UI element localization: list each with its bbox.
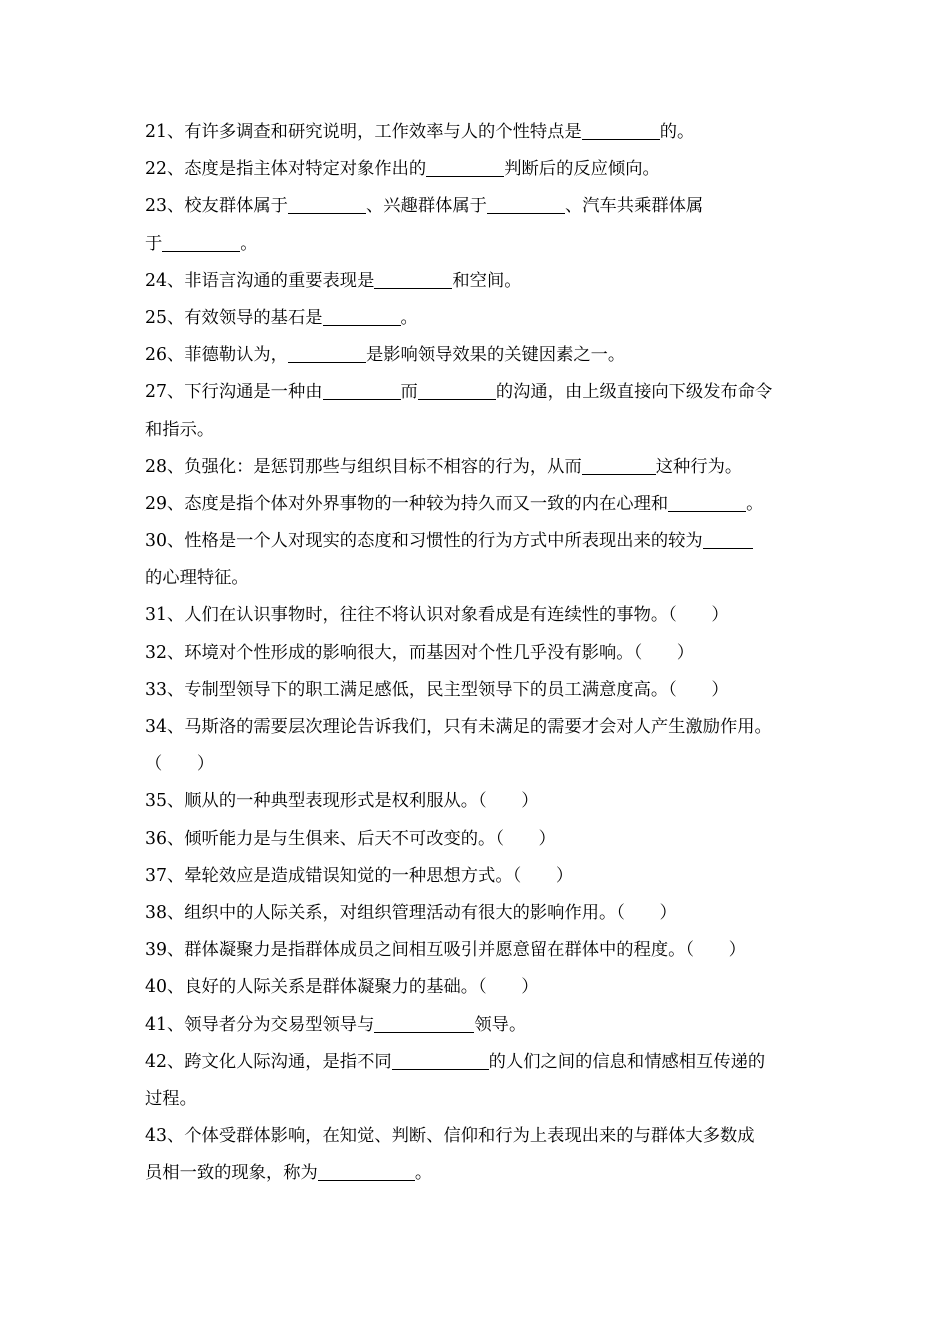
fill-blank[interactable] (288, 345, 366, 363)
question-27: 27、下行沟通是一种由 而 的沟通，由上级直接向下级发布命令 (145, 382, 773, 403)
fill-blank[interactable] (374, 1015, 474, 1033)
fill-blank[interactable] (162, 234, 240, 252)
fill-blank[interactable] (288, 196, 366, 214)
fill-blank[interactable] (668, 494, 746, 512)
question-34: 34、马斯洛的需要层次理论告诉我们，只有未满足的需要才会对人产生激励作用。 (145, 717, 772, 737)
question-22: 22、态度是指主体对特定对象作出的 判断后的反应倾向。 (145, 159, 660, 180)
question-34-continued: （ ） (145, 754, 215, 775)
question-33: 33、专制型领导下的职工满足感低，民主型领导下的员工满意度高。（ ） (145, 679, 729, 700)
question-35: 35、顺从的一种典型表现形式是权利服从。（ ） (145, 791, 539, 812)
fill-blank[interactable] (426, 159, 504, 177)
question-30: 30、性格是一个人对现实的态度和习惯性的行为方式中所表现出来的较为 (145, 523, 813, 560)
question-43: 43、个体受群体影响，在知觉、判断、信仰和行为上表现出来的与群体大多数成 (145, 1126, 755, 1147)
question-40: 40、良好的人际关系是群体凝聚力的基础。（ ） (145, 977, 539, 998)
fill-blank[interactable] (582, 122, 660, 140)
fill-blank[interactable] (323, 382, 401, 400)
question-26: 26、菲德勒认为， 是影响领导效果的关键因素之一。 (145, 345, 626, 366)
question-29: 29、态度是指个体对外界事物的一种较为持久而又一致的内在心理和 。 (145, 493, 764, 514)
question-30-continued: 的心理特征。 (145, 568, 249, 589)
question-32: 32、环境对个性形成的影响很大，而基因对个性几乎没有影响。（ ） (145, 642, 695, 663)
question-27-continued: 和指示。 (145, 419, 215, 440)
question-38: 38、组织中的人际关系，对组织管理活动有很大的影响作用。（ ） (145, 902, 677, 923)
question-28: 28、负强化：是惩罚那些与组织目标不相容的行为，从而 这种行为。 (145, 456, 743, 477)
fill-blank[interactable] (323, 308, 401, 326)
question-21: 21、有许多调查和研究说明，工作效率与人的个性特点是 的。 (145, 122, 695, 142)
document-page (145, 114, 813, 1192)
fill-blank[interactable] (374, 271, 452, 289)
fill-blank[interactable] (582, 457, 656, 475)
fill-blank[interactable] (318, 1163, 415, 1181)
question-36: 36、倾听能力是与生俱来、后天不可改变的。（ ） (145, 828, 556, 849)
fill-blank[interactable] (703, 531, 753, 549)
fill-blank[interactable] (392, 1052, 489, 1070)
fill-blank[interactable] (487, 196, 565, 214)
question-37: 37、晕轮效应是造成错误知觉的一种思想方式。（ ） (145, 865, 574, 886)
question-42-continued: 过程。 (145, 1088, 197, 1109)
question-43-continued: 员相一致的现象，称为 。 (145, 1163, 433, 1184)
question-23-continued: 于 。 (145, 233, 258, 254)
question-24: 24、非语言沟通的重要表现是 和空间。 (145, 270, 522, 291)
question-31: 31、人们在认识事物时，往往不将认识对象看成是有连续性的事物。（ ） (145, 605, 729, 626)
fill-blank[interactable] (418, 382, 496, 400)
question-39: 39、群体凝聚力是指群体成员之间相互吸引并愿意留在群体中的程度。（ ） (145, 940, 746, 961)
question-25: 25、有效领导的基石是 。 (145, 307, 418, 328)
question-41: 41、领导者分为交易型领导与 领导。 (145, 1014, 527, 1035)
question-23: 23、校友群体属于 、兴趣群体属于 、汽车共乘群体属 (145, 196, 704, 217)
question-42: 42、跨文化人际沟通，是指不同 的人们之间的信息和情感相互传递的 (145, 1051, 766, 1072)
